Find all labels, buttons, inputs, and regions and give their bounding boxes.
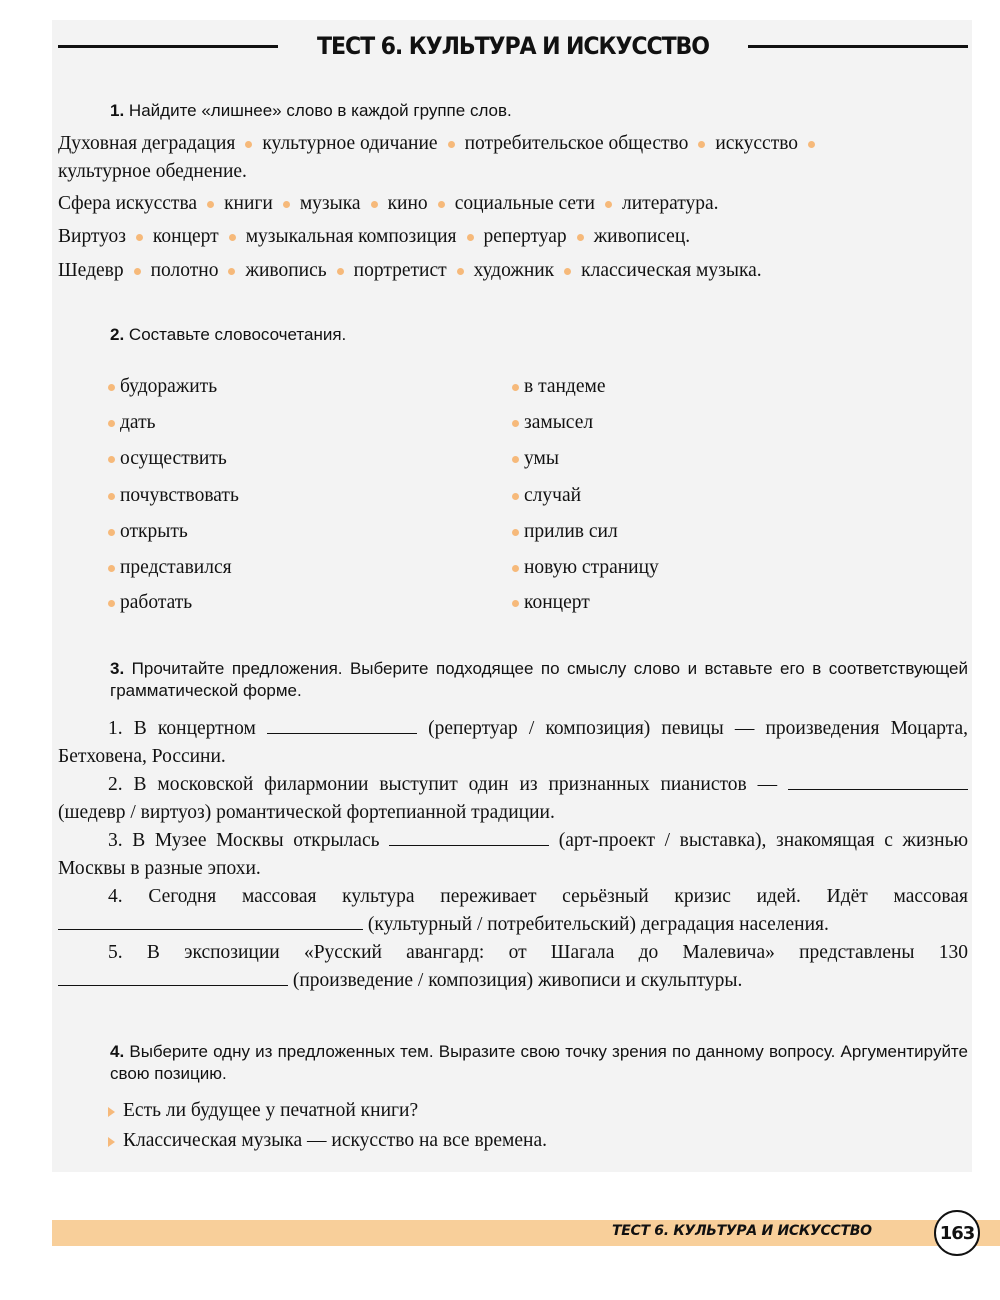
word-group xyxy=(58,257,970,285)
group-word: музыка xyxy=(299,193,361,214)
bullet-dot-icon xyxy=(698,141,705,148)
bullet-dot-icon xyxy=(134,268,141,275)
bullet-dot-icon xyxy=(229,234,236,241)
bullet-dot-icon xyxy=(512,565,519,572)
group-word: Шедевр xyxy=(58,260,124,281)
task3-number: 3. xyxy=(110,659,125,678)
sentence: 4. Сегодня массовая культура переживает серьёзный кризис идей. Идёт массовая (культурный / потребительский) деградация населения. xyxy=(58,883,968,939)
answer-blank[interactable] xyxy=(267,715,417,734)
page-number: 163 xyxy=(934,1210,980,1256)
bullet-dot-icon xyxy=(207,201,214,208)
group-word: живописец. xyxy=(593,226,691,247)
group-word: Сфера искусства xyxy=(58,193,198,214)
bullet-dot-icon xyxy=(108,493,115,500)
answer-blank[interactable] xyxy=(58,911,363,930)
word-group xyxy=(58,223,970,251)
collocation-right-item: в тандеме xyxy=(512,375,606,399)
collocation-right-item: новую страницу xyxy=(512,556,659,580)
bullet-dot-icon xyxy=(371,201,378,208)
bullet-dot-icon xyxy=(512,600,519,607)
group-word: кино xyxy=(387,193,428,214)
sentence: 1. В концертном (репертуар / композиция) певицы — произведения Моцарта, Бетховена, Россини. xyxy=(58,715,968,771)
collocation-left-item: представился xyxy=(108,556,232,580)
arrow-bullet-icon xyxy=(108,1107,115,1117)
group-word: концерт xyxy=(152,226,219,247)
group-word: классическая музыка. xyxy=(581,260,762,281)
bullet-dot-icon xyxy=(108,529,115,536)
answer-blank[interactable] xyxy=(389,827,549,846)
group-word: потребительское общество xyxy=(464,133,689,154)
task1-number: 1. xyxy=(110,101,125,120)
task1-instruction: Найдите «лишнее» слово в каждой группе слов. xyxy=(128,101,512,120)
group-word: портретист xyxy=(353,260,447,281)
group-word: музыкальная композиция xyxy=(245,226,457,247)
bullet-dot-icon xyxy=(108,600,115,607)
task1-heading xyxy=(110,100,512,122)
task2-heading xyxy=(110,324,346,346)
group-word: полотно xyxy=(150,260,219,281)
answer-blank[interactable] xyxy=(788,771,968,790)
task2-number: 2. xyxy=(110,325,125,344)
collocation-left-item: осуществить xyxy=(108,447,227,471)
bullet-dot-icon xyxy=(228,268,235,275)
task4-number: 4. xyxy=(110,1042,125,1061)
bullet-dot-icon xyxy=(512,493,519,500)
group-word: художник xyxy=(473,260,555,281)
bullet-dot-icon xyxy=(467,234,474,241)
bullet-dot-icon xyxy=(108,565,115,572)
topic-item: Классическая музыка — искусство на все времена. xyxy=(108,1127,547,1155)
group-word: книги xyxy=(224,193,273,214)
bullet-dot-icon xyxy=(245,141,252,148)
task4-heading xyxy=(110,1041,968,1085)
group-word: Виртуоз xyxy=(58,226,126,247)
bullet-dot-icon xyxy=(512,384,519,391)
task3-instruction: Прочитайте предложения. Выберите подходящее по смыслу слово и вставьте его в соответствующей грамматической форме. xyxy=(110,659,968,700)
bullet-dot-icon xyxy=(448,141,455,148)
bullet-dot-icon xyxy=(577,234,584,241)
bullet-dot-icon xyxy=(512,529,519,536)
group-word: культурное одичание xyxy=(262,133,438,154)
bullet-dot-icon xyxy=(337,268,344,275)
collocation-left-item: работать xyxy=(108,591,192,615)
group-word: социальные сети xyxy=(454,193,595,214)
group-word: живопись xyxy=(245,260,327,281)
arrow-bullet-icon xyxy=(108,1137,115,1147)
collocation-left-item: почувствовать xyxy=(108,484,239,508)
bullet-dot-icon xyxy=(457,268,464,275)
collocation-right-item: умы xyxy=(512,447,559,471)
group-word: репертуар xyxy=(483,226,567,247)
group-word: искусство xyxy=(715,133,799,154)
bullet-dot-icon xyxy=(136,234,143,241)
sentence: 2. В московской филармонии выступит один из признанных пианистов — (шедевр / виртуоз) романтической фортепианной традиции. xyxy=(58,771,968,827)
collocation-right-item: случай xyxy=(512,484,581,508)
bullet-dot-icon xyxy=(808,141,815,148)
task4-instruction: Выберите одну из предложенных тем. Выразите свою точку зрения по данному вопросу. Аргументируйте свою позицию. xyxy=(110,1042,968,1083)
collocation-right-item: концерт xyxy=(512,591,590,615)
collocation-right-item: прилив сил xyxy=(512,520,618,544)
header-rule-right xyxy=(748,45,968,48)
collocation-left-item: дать xyxy=(108,411,156,435)
group-word: Духовная деградация xyxy=(58,133,236,154)
group-word: литература. xyxy=(622,193,719,214)
sentence: 5. В экспозиции «Русский авангард: от Шагала до Малевича» представлены 130 (произведение / композиция) живописи и скульптуры. xyxy=(58,939,968,995)
bullet-dot-icon xyxy=(108,456,115,463)
task2-instruction: Составьте словосочетания. xyxy=(128,325,347,344)
task3-heading xyxy=(110,658,968,702)
bullet-dot-icon xyxy=(512,420,519,427)
word-group xyxy=(58,190,970,218)
bullet-dot-icon xyxy=(564,268,571,275)
page-header xyxy=(58,26,968,66)
bullet-dot-icon xyxy=(283,201,290,208)
answer-blank[interactable] xyxy=(58,967,288,986)
bullet-dot-icon xyxy=(512,456,519,463)
collocation-left-item: открыть xyxy=(108,520,188,544)
topic-item: Есть ли будущее у печатной книги? xyxy=(108,1097,418,1125)
word-group xyxy=(58,130,970,186)
bullet-dot-icon xyxy=(108,384,115,391)
bullet-dot-icon xyxy=(438,201,445,208)
header-rule-left xyxy=(58,45,278,48)
bullet-dot-icon xyxy=(605,201,612,208)
bullet-dot-icon xyxy=(108,420,115,427)
footer-running-title: ТЕСТ 6. КУЛЬТУРА И ИСКУССТВО xyxy=(612,1223,872,1239)
sentence: 3. В Музее Москвы открылась (арт-проект / выставка), знакомящая с жизнью Москвы в разные эпохи. xyxy=(58,827,968,883)
collocation-right-item: замысел xyxy=(512,411,593,435)
collocation-left-item: будоражить xyxy=(108,375,217,399)
group-word: культурное обеднение. xyxy=(58,161,247,182)
page-title: ТЕСТ 6. КУЛЬТУРА И ИСКУССТВО xyxy=(317,32,709,60)
